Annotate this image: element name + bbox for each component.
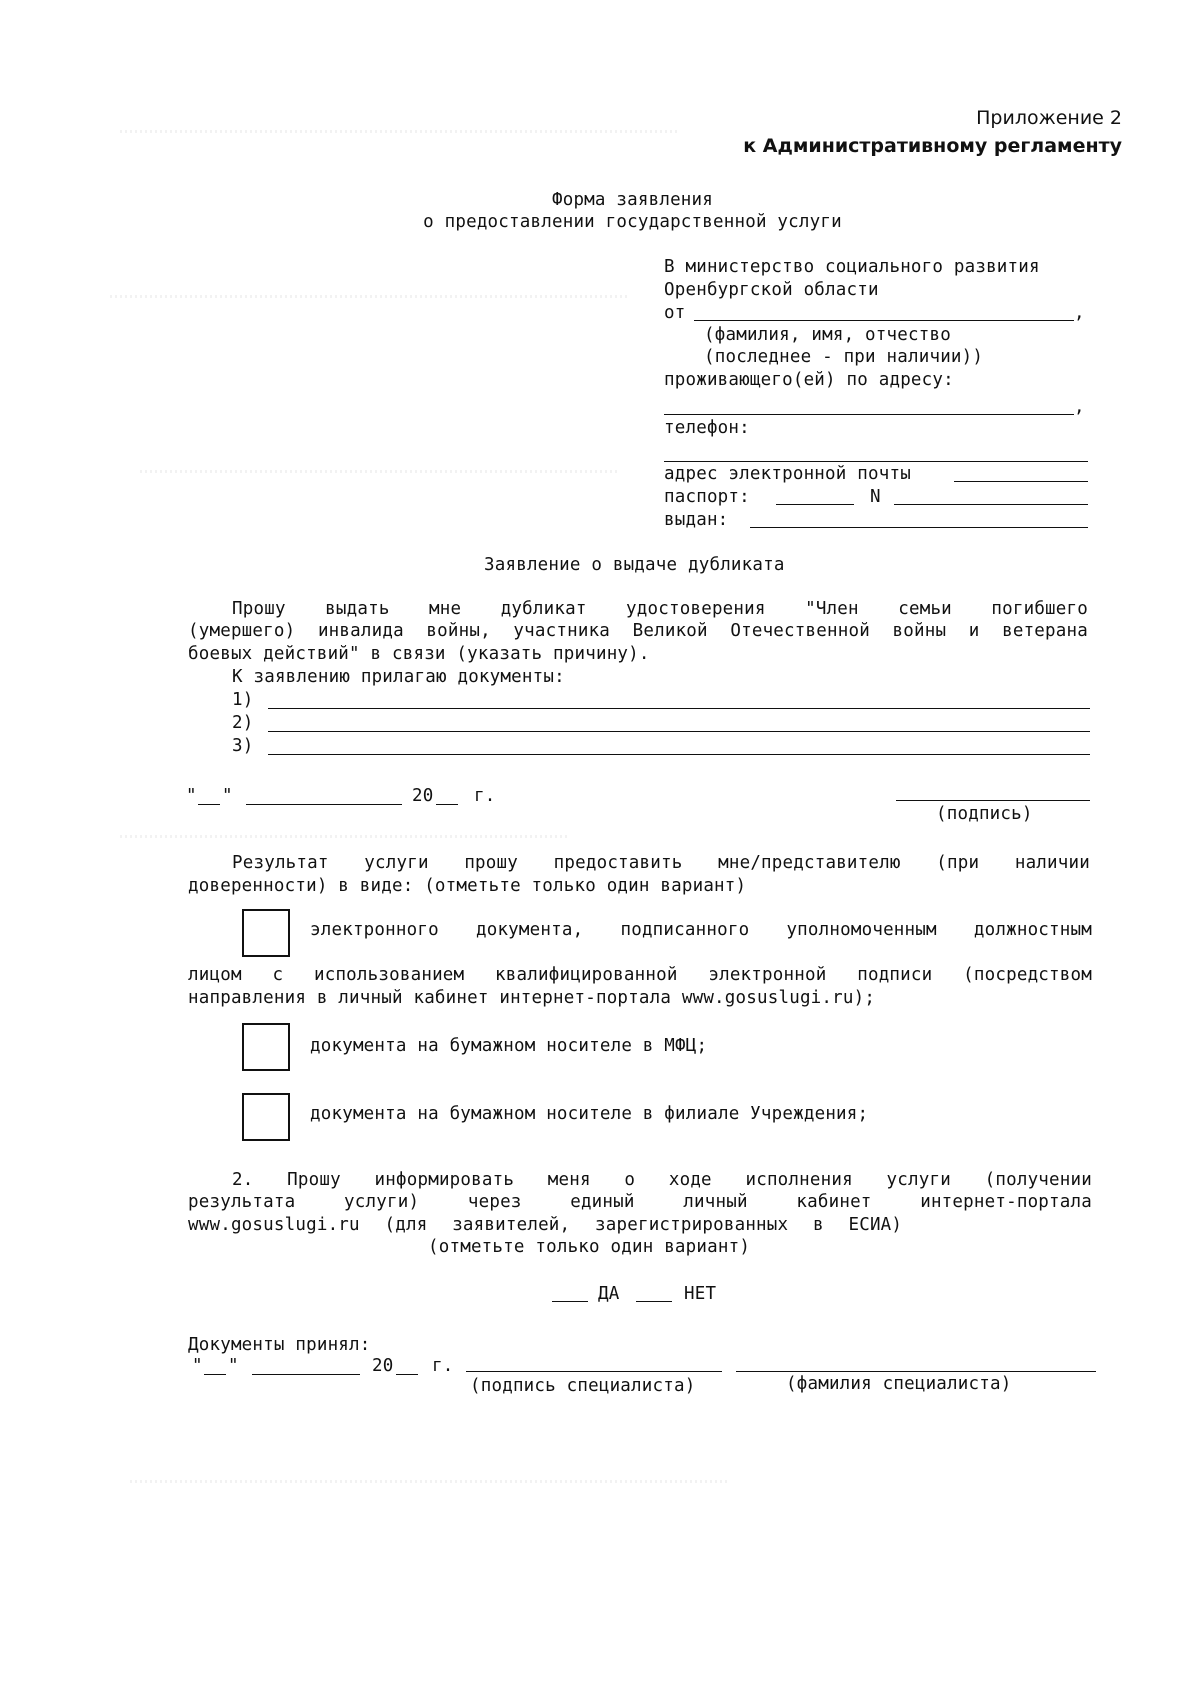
passport-n-label: N: [870, 487, 881, 507]
statement-paragraph-line2: (умершего) инвалида войны, участника Великой Отечественной войны и ветерана: [188, 621, 1088, 641]
specialist-signature-hint: (подпись специалиста): [470, 1376, 696, 1396]
specialist-name-hint: (фамилия специалиста): [786, 1374, 1012, 1394]
name-hint-line1: (фамилия, имя, отчество: [704, 325, 951, 345]
address-label: проживающего(ей) по адресу:: [664, 370, 954, 390]
issued-label: выдан:: [664, 510, 729, 530]
statement-title: Заявление о выдаче дубликата: [484, 555, 785, 575]
result-line2: доверенности) в виде: (отметьте только один вариант): [188, 876, 747, 896]
specialist-signature-field[interactable]: [466, 1371, 722, 1372]
date-year-field[interactable]: [436, 804, 458, 805]
specialist-name-field[interactable]: [736, 1371, 1096, 1372]
inform-line3: www.gosuslugi.ru (для заявителей, зарегистрированных в ЕСИА): [188, 1215, 903, 1235]
inform-line4: (отметьте только один вариант): [428, 1237, 751, 1257]
accepted-quote-close: ": [228, 1356, 239, 1376]
scan-noise: [120, 130, 680, 133]
option-mfc-checkbox[interactable]: [242, 1023, 290, 1071]
date-month-field[interactable]: [246, 804, 402, 805]
form-title-line2: о предоставлении государственной услуги: [423, 212, 842, 232]
accepted-quote-open: ": [192, 1356, 203, 1376]
addressee-line2: Оренбургской области: [664, 280, 879, 300]
yes-label: ДА: [598, 1284, 620, 1304]
passport-series-field[interactable]: [776, 504, 854, 505]
yes-mark-field[interactable]: [552, 1301, 588, 1302]
option-mfc-label: документа на бумажном носителе в МФЦ;: [310, 1036, 708, 1056]
accepted-year-prefix: 20: [372, 1356, 394, 1376]
attachment-number-1: 1): [232, 690, 254, 710]
email-label: адрес электронной почты: [664, 464, 911, 484]
scan-noise: [130, 1480, 730, 1483]
appendix-number: Приложение 2: [976, 107, 1122, 129]
scan-noise: [120, 835, 570, 838]
accepted-label: Документы принял:: [188, 1335, 371, 1355]
attachment-field-1[interactable]: [268, 708, 1090, 709]
addressee-line1: В министерство социального развития: [664, 257, 1040, 277]
date-quote-close: ": [222, 786, 233, 806]
email-field[interactable]: [954, 481, 1088, 482]
date-quote-open: ": [186, 786, 197, 806]
inform-line1: 2. Прошу информировать меня о ходе исполнения услуги (получении: [232, 1170, 1092, 1190]
attachment-number-3: 3): [232, 736, 254, 756]
form-title-line1: Форма заявления: [551, 190, 714, 210]
option-electronic-checkbox[interactable]: [242, 909, 290, 957]
address-field[interactable]: [664, 414, 1074, 415]
phone-label: телефон:: [664, 418, 750, 438]
passport-label: паспорт:: [664, 487, 750, 507]
applicant-name-field[interactable]: [694, 320, 1074, 321]
option-electronic-line2: лицом с использованием квалифицированной электронной подписи (посредством: [188, 965, 1092, 985]
date-year-prefix: 20: [412, 786, 434, 806]
inform-line2: результата услуги) через единый личный кабинет интернет-портала: [188, 1192, 1092, 1212]
option-branch-label: документа на бумажном носителе в филиале Учреждения;: [310, 1104, 869, 1124]
comma: ,: [1074, 397, 1085, 417]
option-branch-checkbox[interactable]: [242, 1093, 290, 1141]
no-label: НЕТ: [684, 1284, 717, 1304]
accepted-day-field[interactable]: [204, 1374, 226, 1375]
attachment-field-3[interactable]: [268, 754, 1090, 755]
accepted-year-field[interactable]: [396, 1374, 418, 1375]
scan-noise: [140, 470, 620, 473]
comma: ,: [1074, 303, 1085, 323]
phone-field[interactable]: [664, 461, 1088, 462]
from-label: от: [664, 303, 686, 323]
signature-hint: (подпись): [936, 804, 1033, 824]
accepted-year-suffix: г.: [432, 1356, 454, 1376]
accepted-month-field[interactable]: [252, 1374, 360, 1375]
applicant-signature-field[interactable]: [896, 800, 1090, 801]
date-year-suffix: г.: [474, 786, 496, 806]
option-electronic-line3: направления в личный кабинет интернет-портала www.gosuslugi.ru);: [188, 988, 876, 1008]
issued-by-field[interactable]: [750, 527, 1088, 528]
no-mark-field[interactable]: [636, 1301, 672, 1302]
name-hint-line2: (последнее - при наличии)): [704, 347, 984, 367]
attachment-number-2: 2): [232, 713, 254, 733]
attachments-label: К заявлению прилагаю документы:: [232, 667, 565, 687]
statement-paragraph-line1: Прошу выдать мне дубликат удостоверения "Член семьи погибшего: [232, 599, 1088, 619]
option-electronic-line1: электронного документа, подписанного уполномоченным должностным: [310, 920, 1092, 940]
date-day-field[interactable]: [198, 804, 220, 805]
attachment-field-2[interactable]: [268, 731, 1090, 732]
scan-noise: [110, 295, 630, 298]
result-line1: Результат услуги прошу предоставить мне/представителю (при наличии: [232, 853, 1090, 873]
statement-paragraph-line3: боевых действий" в связи (указать причину).: [188, 644, 650, 664]
regulation-reference: к Административному регламенту: [743, 135, 1122, 157]
passport-number-field[interactable]: [894, 504, 1088, 505]
